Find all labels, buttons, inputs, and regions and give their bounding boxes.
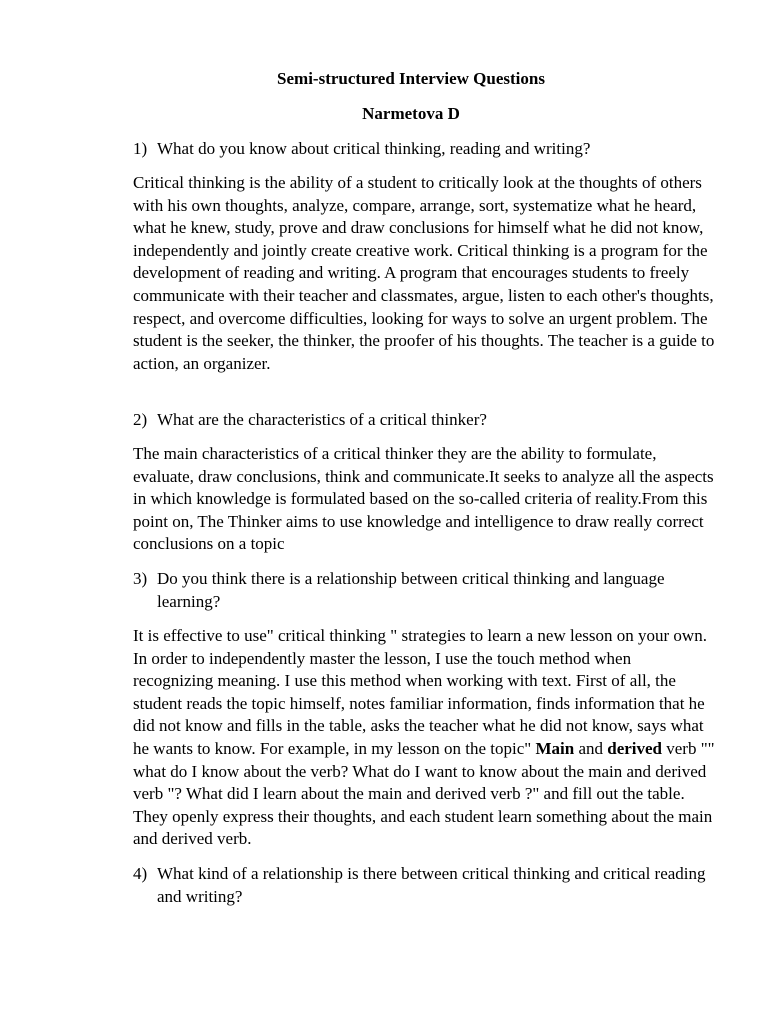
question-3-number: 3) — [133, 569, 148, 588]
question-4-number: 4) — [133, 864, 148, 883]
answer-3 — [133, 625, 715, 851]
question-3 — [133, 568, 715, 613]
question-2-text: What are the characteristics of a critical thinker? — [157, 410, 487, 429]
question-2 — [133, 409, 715, 432]
question-1-text: What do you know about critical thinking, reading and writing? — [157, 139, 591, 158]
answer-1: Critical thinking is the ability of a student to critically look at the thoughts of others with his own thoughts, analyze, compare, arrange, sort, systematize what he heard, what he knew, study, prove and draw conclusions for himself what he did not know, independently and jointly create creative work. Critical thinking is a program for the development of reading and writing. A program that encourages students to freely communicate with their teacher and classmates, argue, listen to each other's thoughts, respect, and overcome difficulties, looking for ways to solve an urgent problem. The student is the seeker, the thinker, the proofer of his thoughts. The teacher is a guide to action, an organizer. — [133, 173, 715, 373]
question-4 — [133, 863, 715, 908]
question-2-number: 2) — [133, 410, 148, 429]
answer-3-part-1: It is effective to use" critical thinking " strategies to learn a new lesson on your own. In order to independently master the lesson, I use the touch method when recognizing meaning. I use this method when working with text. First of all, the student reads the topic himself, notes familiar information, finds information that he did not know and fills in the table, asks the teacher what he did not know, says what he wants to know. For example, in my lesson on the topic" — [133, 626, 707, 758]
document-author: Narmetova D — [362, 104, 460, 123]
question-3-text: Do you think there is a relationship between critical thinking and language learning? — [157, 569, 665, 611]
question-1 — [133, 138, 715, 161]
answer-3-bold-derived: derived — [607, 738, 663, 758]
answer-3-part-3: verb "" what do I know about the verb? What do I want to know about the main and derived verb "? What did I learn about the main and derived verb ?" and fill out the table. They openly express their thoughts, and each student learn something about the main and derived verb. — [133, 738, 715, 849]
document-title: Semi-structured Interview Questions — [277, 69, 545, 88]
answer-2: The main characteristics of a critical thinker they are the ability to formulate, evaluate, draw conclusions, think and communicate.It seeks to analyze all the aspects in which knowledge is formulated based on the so-called criteria of reality.From this point on, The Thinker aims to use knowledge and intelligence to draw really correct conclusions on a topic — [133, 444, 714, 554]
question-1-number: 1) — [133, 139, 148, 158]
answer-3-part-2: and — [578, 738, 603, 758]
question-4-text: What kind of a relationship is there between critical thinking and critical reading and writing? — [157, 864, 706, 906]
answer-3-bold-main: Main — [535, 738, 575, 758]
